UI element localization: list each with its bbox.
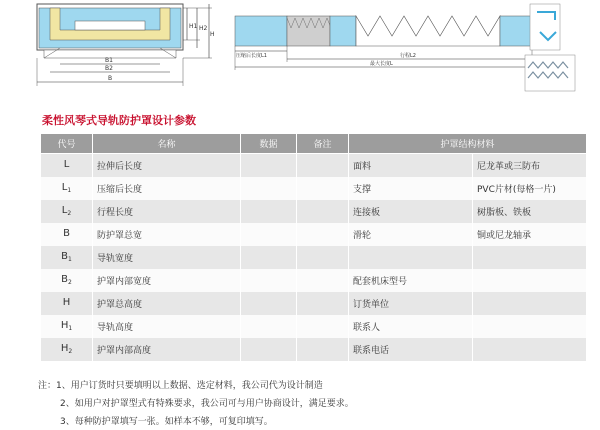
detail-drawings (525, 4, 575, 91)
header-material: 护罩结构材料 (349, 134, 587, 154)
structure-name-cell: 面料 (349, 154, 473, 177)
note-line: 2、如用户对护罩型式有特殊要求，我公司可与用户协商设计，满足要求。 (60, 399, 354, 409)
parameter-table (40, 133, 587, 361)
table-row (41, 338, 587, 361)
name-cell: 拉伸后长度 (93, 154, 241, 177)
structure-material-cell: 树脂板、铁板 (473, 200, 587, 223)
table-row (41, 292, 587, 315)
label-b2: B2 (105, 65, 113, 72)
code-cell: $L_1$ (41, 177, 93, 200)
structure-material-cell[interactable] (473, 269, 587, 292)
notes (38, 377, 354, 430)
table-row (41, 200, 587, 223)
name-cell: 导轨宽度 (93, 246, 241, 269)
data-cell[interactable] (241, 292, 297, 315)
remark-cell[interactable] (297, 315, 349, 338)
name-cell: 护罩内部高度 (93, 338, 241, 361)
structure-name-cell (349, 246, 473, 269)
remark-cell[interactable] (297, 223, 349, 246)
table-row (41, 246, 587, 269)
remark-cell[interactable] (297, 246, 349, 269)
structure-material-cell[interactable] (473, 338, 587, 361)
data-cell[interactable] (241, 177, 297, 200)
label-stroke: 行程L2 (400, 53, 416, 59)
name-cell: 行程长度 (93, 200, 241, 223)
header-data: 数据 (241, 134, 297, 154)
label-h1: H1 (189, 23, 198, 30)
header-code: 代号 (41, 134, 93, 154)
technical-drawings (0, 0, 600, 100)
remark-cell[interactable] (297, 200, 349, 223)
data-cell[interactable] (241, 223, 297, 246)
code-cell: B (41, 223, 93, 246)
data-cell[interactable] (241, 246, 297, 269)
table-header-row (41, 134, 587, 154)
header-remark: 备注 (297, 134, 349, 154)
bellows-side-drawing (235, 16, 532, 70)
table-row (41, 177, 587, 200)
code-cell: $L_2$ (41, 200, 93, 223)
label-h2: H2 (199, 25, 208, 32)
name-cell: 护罩总高度 (93, 292, 241, 315)
data-cell[interactable] (241, 315, 297, 338)
structure-name-cell: 配套机床型号 (349, 269, 473, 292)
name-cell: 导轨高度 (93, 315, 241, 338)
remark-cell[interactable] (297, 177, 349, 200)
structure-material-cell: PVC片材(每格一片) (473, 177, 587, 200)
data-cell[interactable] (241, 154, 297, 177)
table-row (41, 223, 587, 246)
code-cell: $H_2$ (41, 338, 93, 361)
name-cell: 压缩后长度 (93, 177, 241, 200)
structure-material-cell[interactable] (473, 315, 587, 338)
label-b1: B1 (105, 57, 113, 64)
remark-cell[interactable] (297, 338, 349, 361)
page-title: 柔性风琴式导轨防护罩设计参数 (42, 114, 196, 127)
code-cell: $B_2$ (41, 269, 93, 292)
label-b: B (108, 75, 113, 82)
code-cell: $H_1$ (41, 315, 93, 338)
header-name: 名称 (93, 134, 241, 154)
note-line: 3、每种防护罩填写一张。如样本不够，可复印填写。 (60, 417, 273, 427)
cross-section-drawing (37, 4, 215, 86)
structure-name-cell: 订货单位 (349, 292, 473, 315)
structure-name-cell: 滑轮 (349, 223, 473, 246)
structure-name-cell: 联系电话 (349, 338, 473, 361)
data-cell[interactable] (241, 200, 297, 223)
code-cell: L (41, 154, 93, 177)
structure-material-cell (473, 246, 587, 269)
structure-name-cell: 联系人 (349, 315, 473, 338)
structure-material-cell: 铜或尼龙轴承 (473, 223, 587, 246)
code-cell: $B_1$ (41, 246, 93, 269)
label-h: H (210, 31, 215, 38)
label-max-length: 最大长度L (370, 61, 393, 67)
code-cell: H (41, 292, 93, 315)
remark-cell[interactable] (297, 292, 349, 315)
structure-name-cell: 支撑 (349, 177, 473, 200)
data-cell[interactable] (241, 338, 297, 361)
table-row (41, 269, 587, 292)
data-cell[interactable] (241, 269, 297, 292)
label-compressed-length: 压缩后长度L1 (236, 53, 267, 59)
structure-material-cell[interactable] (473, 292, 587, 315)
table-row (41, 154, 587, 177)
table-row (41, 315, 587, 338)
remark-cell[interactable] (297, 154, 349, 177)
note-line: 注：1、用户订货时只要填明以上数据、选定材料，我公司代为设计制造 (38, 381, 323, 391)
name-cell: 防护罩总宽 (93, 223, 241, 246)
structure-name-cell: 连接板 (349, 200, 473, 223)
remark-cell[interactable] (297, 269, 349, 292)
name-cell: 护罩内部宽度 (93, 269, 241, 292)
structure-material-cell: 尼龙革或三防布 (473, 154, 587, 177)
